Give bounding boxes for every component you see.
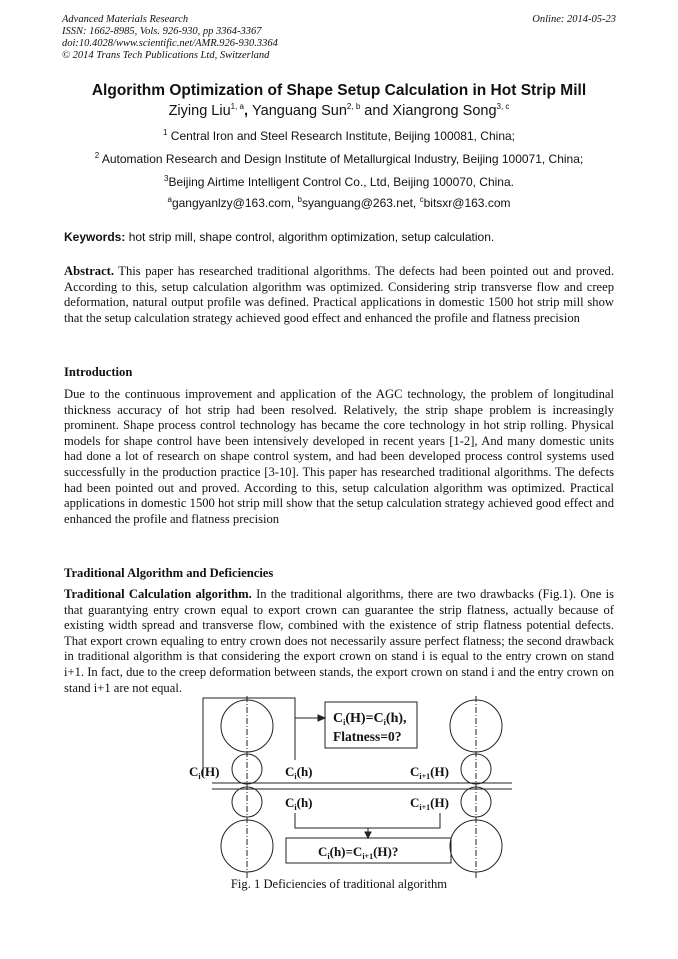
author-superscript: 1, a xyxy=(230,102,244,111)
section-heading: Traditional Algorithm and Deficiencies xyxy=(64,566,274,580)
doi: doi:10.4028/www.scientific.net/AMR.926-930.3364 xyxy=(62,38,278,49)
bottom-box-text: $C_i(h)=C_{i+1}(H)$? xyxy=(318,844,399,861)
abstract-text: This paper has researched traditional algorithms. The defects had been pointed out and proved. According to this, setup calculation algorithm was optimized. Considering strip transverse flow and creep deformation, natural output profile was defined. Practical applications in domestic 1500 hot strip mill show that the setup calculation strategy achieved good effect and enhanced the profile and flatness precision xyxy=(64,264,614,325)
top-box-line1: $C_i(H)=C_i(h)$, xyxy=(333,711,407,727)
author-separator: and xyxy=(360,103,393,119)
paper-title: Algorithm Optimization of Shape Setup Calculation in Hot Strip Mill xyxy=(91,82,587,99)
author-superscript: 3, c xyxy=(496,102,510,111)
author-name: Ziying Liu xyxy=(168,103,231,119)
author-superscript: 2, b xyxy=(346,102,361,111)
section-text: In the traditional algorithms, there are two drawbacks (Fig.1). One is that guarantying entry crown equal to export crown can guarantee the strip flatness, actually because of existing width spread and transverse flow, combined with the existence of strip flatness potential defects. That export crown equaling to entry crown does not necessarily assure perfect flatness; the second drawback in traditional algorithm is that considering the export crown on stand i is equal to the entry crown on stand i+1. In fact, due to the creep deformation between stands, the export crown on stand i and the entry crown on stand i+1 are not equal. xyxy=(64,587,614,695)
author-emails: $^a$gangyanlzy@163.com, $^b$syanguang@263.net, $^c$bitsxr@163.com xyxy=(167,195,511,210)
label-ci1-H-top: $C_{i+1}(H)$ xyxy=(410,764,449,781)
introduction-heading: Introduction xyxy=(64,365,133,379)
right-lower-work-roll xyxy=(461,787,491,817)
journal-name: Advanced Materials Research xyxy=(62,14,189,25)
label-ci-H: $C_i(H)$ xyxy=(189,764,220,781)
author-separator: , xyxy=(243,103,253,119)
subsection-heading: Traditional Calculation algorithm. xyxy=(64,587,252,601)
label-ci1-H-bottom: $C_{i+1}(H)$ xyxy=(410,795,449,812)
copyright: © 2014 Trans Tech Publications Ltd, Switzerland xyxy=(62,50,270,61)
abstract-label: Abstract. xyxy=(64,264,115,278)
affiliation-3: $^3$Beijing Airtime Intelligent Control Co., Ltd, Beijing 100070, China. xyxy=(164,174,514,189)
left-lower-work-roll xyxy=(232,787,262,817)
affiliation-2: $^2$ Automation Research and Design Institute of Metallurgical Industry, Beijing 100071, China; xyxy=(94,151,584,166)
top-box-line2: Flatness=0? xyxy=(333,729,402,744)
keywords-label: Keywords: xyxy=(64,230,126,244)
affiliation-1: $^1$ Central Iron and Steel Research Institute, Beijing 100081, China; xyxy=(163,128,515,143)
figure-caption: Fig. 1 Deficiencies of traditional algorithm xyxy=(230,877,448,891)
author-name: Yanguang Sun xyxy=(252,103,347,119)
keywords-text: hot strip mill, shape control, algorithm optimization, setup calculation. xyxy=(125,230,495,244)
introduction-text: Due to the continuous improvement and application of the AGC technology, the problem of longitudinal thickness accuracy of hot strip had been resolved. Relatively, the strip shape problem is increasingly prominent. Shape process control technology has became the core technology in hot strip rolling. Physical models for shape control have been intensively developed in recent years [1-2], And many domestic units had done a lot of research on shape control system, and had been developed process control systems used successfully in the production practice [3-10]. This paper has researched traditional algorithms. The defects had been pointed out and proved. According to this, setup calculation algorithm was optimized. Practical applications in domestic 1500 hot strip mill show that the setup calculation strategy achieved good effect and enhanced the profile and flatness precision xyxy=(64,387,614,526)
bottom-bracket xyxy=(295,813,440,828)
right-upper-work-roll xyxy=(461,754,491,784)
left-upper-work-roll xyxy=(232,754,262,784)
author-name: Xiangrong Song xyxy=(392,103,497,119)
label-ci-h-bottom: $C_i(h)$ xyxy=(285,795,313,812)
online-date: Online: 2014-05-23 xyxy=(532,14,616,25)
issn: ISSN: 1662-8985, Vols. 926-930, pp 3364-3367 xyxy=(62,26,262,37)
label-ci-h-top: $C_i(h)$ xyxy=(285,764,313,781)
